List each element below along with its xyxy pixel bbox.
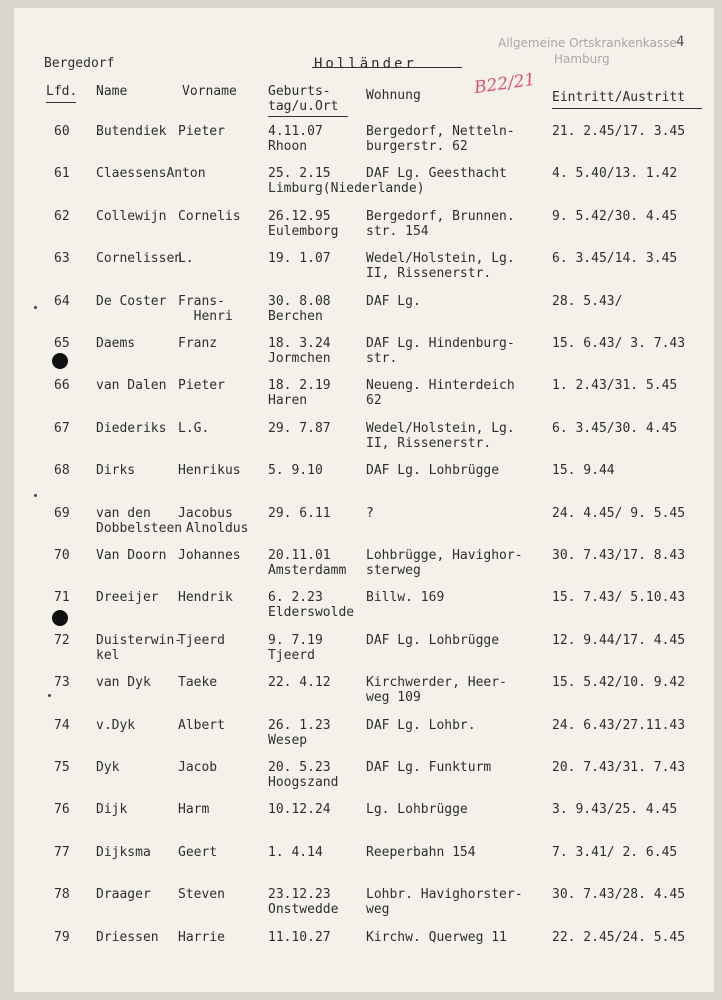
row-geburtsort: Onstwedde [268, 902, 339, 918]
row-geburtstag: 1. 4.14 [268, 844, 323, 860]
table-row [14, 675, 714, 717]
row-wohnung: Reeperbahn 154 [366, 844, 476, 860]
row-vorname: Hendrik [178, 590, 233, 606]
table-row [14, 802, 714, 844]
row-name: Van Doorn [96, 548, 167, 563]
row-lfd: 64 [54, 293, 70, 309]
row-name: Dyk [96, 760, 120, 775]
row-name: Cornelissen [96, 251, 183, 267]
page-title: Holländer [314, 56, 417, 72]
punch-hole [52, 610, 68, 626]
row-eintritt-austritt: 24. 6.43/27.11.43 [552, 717, 686, 733]
row-vorname: Jacob [178, 760, 218, 775]
table-row [14, 124, 714, 166]
row-eintritt-austritt: 1. 2.43/31. 5.45 [552, 378, 678, 394]
row-lfd: 60 [54, 124, 70, 139]
row-lfd: 67 [54, 420, 70, 436]
table-row [14, 548, 714, 590]
row-lfd: 62 [54, 208, 70, 224]
row-geburtstag: 18. 3.24 [268, 336, 331, 351]
table-row [14, 590, 714, 632]
row-geburtstag: 4.11.07 [268, 124, 323, 139]
underline-geburt [268, 116, 348, 117]
row-lfd: 61 [54, 166, 70, 182]
row-wohnung: Lohbrügge, Havighor- sterweg [366, 548, 523, 578]
row-eintritt-austritt: 30. 7.43/17. 8.43 [552, 548, 686, 563]
row-eintritt-austritt: 12. 9.44/17. 4.45 [552, 632, 686, 648]
table-row [14, 166, 714, 208]
row-wohnung: Neueng. Hinterdeich 62 [366, 378, 515, 409]
row-geburtsort: Berchen [268, 308, 323, 324]
row-vorname: Albert [178, 717, 225, 733]
row-geburtstag: 10.12.24 [268, 802, 331, 818]
row-lfd: 76 [54, 802, 70, 818]
row-name: Duisterwin- kel [96, 632, 183, 663]
row-geburtstag: 26. 1.23 [268, 717, 331, 733]
row-wohnung: Lohbr. Havighorster- weg [366, 887, 523, 918]
row-name: Diederiks [96, 420, 167, 436]
table-row [14, 845, 714, 887]
row-lfd: 75 [54, 760, 70, 775]
row-vorname: Tjeerd [178, 632, 225, 648]
row-lfd: 71 [54, 590, 70, 606]
row-lfd: 68 [54, 463, 70, 479]
row-geburtsort: Elderswolde [268, 605, 355, 621]
table-row [14, 421, 714, 463]
row-lfd: 70 [54, 548, 70, 563]
row-name: Butendiek [96, 124, 167, 139]
row-geburtstag: 11.10.27 [268, 929, 331, 945]
row-geburtstag: 6. 2.23 [268, 590, 323, 606]
underline-lfd [46, 102, 76, 103]
row-eintritt-austritt: 4. 5.40/13. 1.42 [552, 166, 678, 182]
row-eintritt-austritt: 6. 3.45/30. 4.45 [552, 420, 678, 436]
col-wohnung: Wohnung [366, 88, 421, 103]
row-wohnung: DAF Lg. Funkturm [366, 760, 492, 775]
row-lfd: 77 [54, 844, 70, 860]
table-row [14, 336, 714, 378]
table-row [14, 633, 714, 675]
stamp-line-1: Allgemeine Ortskrankenkasse [498, 36, 677, 50]
row-wohnung: Lg. Lohbrügge [366, 802, 468, 818]
row-name: Dreeijer [96, 590, 159, 606]
row-name: Daems [96, 336, 136, 351]
row-lfd: 74 [54, 717, 70, 733]
row-vorname: Cornelis [178, 208, 241, 224]
row-vorname: Harrie [178, 929, 225, 945]
row-geburtsort: Eulemborg [268, 223, 339, 239]
row-eintritt-austritt: 15. 5.42/10. 9.42 [552, 675, 686, 691]
row-geburtstag: 29. 6.11 [268, 505, 331, 521]
row-geburtsort: Limburg(Niederlande) [268, 181, 425, 197]
row-wohnung: Bergedorf, Netteln- burgerstr. 62 [366, 124, 515, 154]
row-geburtstag: 18. 2.19 [268, 378, 331, 394]
table-row [14, 463, 714, 505]
row-lfd: 66 [54, 378, 70, 394]
row-name: Dijksma [96, 844, 151, 860]
row-wohnung: Wedel/Holstein, Lg. II, Rissenerstr. [366, 251, 515, 282]
row-vorname: Henrikus [178, 463, 241, 479]
col-lfd: Lfd. [46, 84, 78, 99]
row-name: Dijk [96, 802, 128, 818]
place-heading: Bergedorf [44, 56, 115, 71]
row-geburtsort: Tjeerd [268, 647, 315, 663]
punch-hole [52, 353, 68, 369]
row-vorname: Geert [178, 844, 218, 860]
row-geburtstag: 25. 2.15 [268, 166, 331, 182]
row-eintritt-austritt: 15. 7.43/ 5.10.43 [552, 590, 686, 606]
row-wohnung: Bergedorf, Brunnen. str. 154 [366, 208, 515, 239]
row-name: v.Dyk [96, 717, 136, 733]
row-lfd: 73 [54, 675, 70, 691]
table-row [14, 378, 714, 420]
row-eintritt-austritt: 24. 4.45/ 9. 5.45 [552, 505, 686, 521]
table-row [14, 294, 714, 336]
row-vorname: Pieter [178, 124, 225, 139]
underline-eintritt [552, 108, 702, 109]
title-underline [312, 67, 462, 68]
row-vorname: Harm [178, 802, 210, 818]
table-row [14, 930, 714, 972]
row-eintritt-austritt: 21. 2.45/17. 3.45 [552, 124, 686, 139]
row-geburtstag: 23.12.23 [268, 887, 331, 903]
row-name: Collewijn [96, 208, 167, 224]
row-geburtsort: Wesep [268, 732, 308, 748]
row-vorname: Pieter [178, 378, 225, 394]
row-geburtsort: Haren [268, 393, 308, 409]
row-geburtsort: Hoogszand [268, 775, 339, 790]
col-eintritt-austritt: Eintritt/Austritt [552, 90, 686, 105]
table-row [14, 209, 714, 251]
row-lfd: 63 [54, 251, 70, 267]
row-eintritt-austritt: 22. 2.45/24. 5.45 [552, 929, 686, 945]
row-geburtstag: 29. 7.87 [268, 420, 331, 436]
ink-speck [34, 306, 37, 309]
row-name: Dirks [96, 463, 136, 479]
row-eintritt-austritt: 20. 7.43/31. 7.43 [552, 760, 686, 775]
row-wohnung: Kirchwerder, Heer- weg 109 [366, 675, 507, 706]
table-row [14, 718, 714, 760]
row-name: van den Dobbelsteen [96, 505, 183, 536]
table-row [14, 506, 714, 548]
row-wohnung: DAF Lg. Geesthacht [366, 166, 507, 182]
row-wohnung: DAF Lg. Lohbrügge [366, 632, 500, 648]
row-vorname: Frans- Henri [178, 293, 233, 324]
row-lfd: 78 [54, 887, 70, 903]
row-name: van Dyk [96, 675, 151, 691]
col-vorname: Vorname [182, 84, 237, 99]
row-wohnung: DAF Lg. Hindenburg- str. [366, 336, 515, 366]
row-geburtstag: 20.11.01 [268, 548, 331, 563]
row-vorname: Jacobus Alnoldus [178, 505, 249, 536]
row-wohnung: DAF Lg. Lohbrügge [366, 463, 500, 479]
row-wohnung: Wedel/Holstein, Lg. II, Rissenerstr. [366, 420, 515, 451]
row-wohnung: DAF Lg. Lohbr. [366, 717, 476, 733]
row-eintritt-austritt: 9. 5.42/30. 4.45 [552, 208, 678, 224]
stamp-line-2: Hamburg [554, 52, 610, 66]
row-vorname: Johannes [178, 548, 241, 563]
page-number: 4 [676, 34, 685, 50]
row-geburtstag: 5. 9.10 [268, 463, 323, 479]
row-lfd: 72 [54, 632, 70, 648]
table-row [14, 760, 714, 802]
row-name: ClaessensAnton [96, 166, 206, 182]
row-geburtsort: Amsterdamm [268, 563, 347, 578]
row-eintritt-austritt: 7. 3.41/ 2. 6.45 [552, 844, 678, 860]
document-page [14, 8, 714, 992]
col-geburt-2: tag/u.Ort [268, 99, 339, 114]
table-row [14, 887, 714, 929]
row-name: Draager [96, 887, 151, 903]
handwritten-red-mark: B22/21 [472, 69, 537, 99]
row-eintritt-austritt: 28. 5.43/ [552, 293, 623, 309]
row-eintritt-austritt: 30. 7.43/28. 4.45 [552, 887, 686, 903]
row-geburtstag: 9. 7.19 [268, 632, 323, 648]
row-name: Driessen [96, 929, 159, 945]
row-wohnung: Kirchw. Querweg 11 [366, 929, 507, 945]
table-row [14, 251, 714, 293]
row-eintritt-austritt: 3. 9.43/25. 4.45 [552, 802, 678, 818]
col-name: Name [96, 84, 128, 99]
row-lfd: 65 [54, 336, 70, 351]
row-vorname: L. [178, 251, 194, 267]
row-eintritt-austritt: 6. 3.45/14. 3.45 [552, 251, 678, 267]
row-geburtstag: 30. 8.08 [268, 293, 331, 309]
row-name: van Dalen [96, 378, 167, 394]
row-wohnung: Billw. 169 [366, 590, 445, 606]
row-geburtsort: Rhoon [268, 139, 308, 154]
ink-speck [34, 494, 37, 497]
row-vorname: Steven [178, 887, 225, 903]
ink-speck [48, 694, 51, 697]
row-eintritt-austritt: 15. 6.43/ 3. 7.43 [552, 336, 686, 351]
col-geburt-1: Geburts- [268, 84, 331, 99]
row-geburtsort: Jormchen [268, 351, 331, 366]
row-geburtstag: 19. 1.07 [268, 251, 331, 267]
row-wohnung: DAF Lg. [366, 293, 421, 309]
row-geburtstag: 20. 5.23 [268, 760, 331, 775]
row-lfd: 69 [54, 505, 70, 521]
row-name: De Coster [96, 293, 167, 309]
row-lfd: 79 [54, 929, 70, 945]
row-geburtstag: 22. 4.12 [268, 675, 331, 691]
row-vorname: Taeke [178, 675, 218, 691]
row-wohnung: ? [366, 505, 374, 521]
row-vorname: Franz [178, 336, 218, 351]
row-geburtstag: 26.12.95 [268, 208, 331, 224]
row-eintritt-austritt: 15. 9.44 [552, 463, 615, 479]
row-vorname: L.G. [178, 420, 210, 436]
